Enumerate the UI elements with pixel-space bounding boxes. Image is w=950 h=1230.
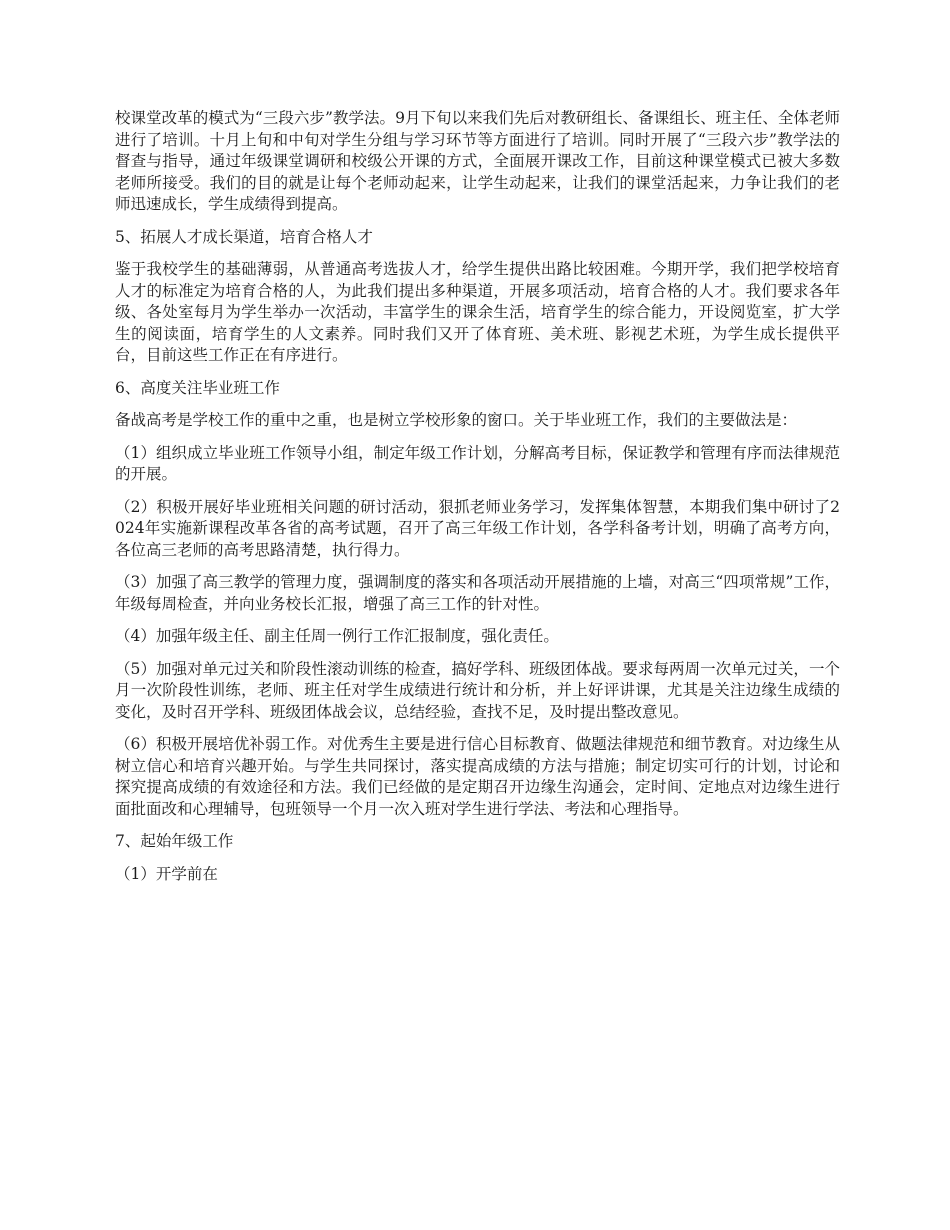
list-item-1: （1）组织成立毕业班工作领导小组，制定年级工作计划，分解高考目标，保证教学和管理有序而法律规范的开展。 (115, 443, 840, 483)
list-item-5: （5）加强对单元过关和阶段性滚动训练的检查，搞好学科、班级团体战。要求每两周一次单元过关，一个月一次阶段性训练，老师、班主任对学生成绩进行统计和分析，并上好评讲课，尤其是关注边缘生成绩的变化，及时召开学科、班级团体战会议，总结经验，查找不足，及时提出整改意见。 (115, 659, 840, 721)
section-heading-7: 7、起始年级工作 (115, 832, 234, 850)
list-item-6: （6）积极开展培优补弱工作。对优秀生主要是进行信心目标教育、做题法律规范和细节教育。对边缘生从树立信心和培育兴趣开始。与学生共同探讨，落实提高成绩的方法与措施；制定切实可行的计划，讨论和探究提高成绩的有效途径和方法。我们已经做的是定期召开边缘生沟通会，定时间、定地点对边缘生进行面批面改和心理辅导，包班领导一个月一次入班对学生进行学法、考法和心理指导。 (115, 735, 840, 818)
list-item-3: （3）加强了高三教学的管理力度，强调制度的落实和各项活动开展措施的上墙，对高三“四项常规”工作，年级每周检查，并向业务校长汇报，增强了高三工作的针对性。 (115, 573, 840, 613)
document-page (115, 108, 840, 896)
paragraph-talent-channels: 鉴于我校学生的基础薄弱，从普通高考选拔人才，给学生提供出路比较困难。今期开学，我们把学校培育人才的标准定为培育合格的人，为此我们提出多种渠道，开展多项活动，培育合格的人才。我们要求各年级、各处室每月为学生举办一次活动，丰富学生的课余生活，培育学生的综合能力，开设阅览室，扩大学生的阅读面，培育学生的人文素养。同时我们又开了体育班、美术班、影视艺术班，为学生成长提供平台，目前这些工作正在有序进行。 (115, 260, 840, 364)
paragraph-graduating-intro: 备战高考是学校工作的重中之重，也是树立学校形象的窗口。关于毕业班工作，我们的主要做法是： (115, 411, 798, 429)
list-item-4: （4）加强年级主任、副主任周一例行工作汇报制度，强化责任。 (115, 627, 559, 645)
list-item-2: （2）积极开展好毕业班相关问题的研讨活动，狠抓老师业务学习，发挥集体智慧，本期我们集中研讨了2024年实施新课程改革各省的高考试题，召开了高三年级工作计划，各学科备考计划，明确了高考方向，各位高三老师的高考思路清楚，执行得力。 (115, 497, 840, 559)
section-heading-6: 6、高度关注毕业班工作 (115, 378, 280, 397)
paragraph-curriculum-reform: 校课堂改革的模式为“三段六步”教学法。9月下旬以来我们先后对教研组长、备课组长、班主任、全体老师进行了培训。十月上旬和中旬对学生分组与学习环节等方面进行了培训。同时开展了“三段六步”教学法的督查与指导，通过年级课堂调研和校级公开课的方式，全面展开课改工作，目前这种课堂模式已被大多数老师所接受。我们的目的就是让每个老师动起来，让学生动起来，让我们的课堂活起来，力争让我们的老师迅速成长，学生成绩得到提高。 (115, 109, 840, 213)
section-heading-5: 5、拓展人才成长渠道，培育合格人才 (115, 227, 373, 246)
list-item-7-1: （1）开学前在 (115, 864, 218, 883)
